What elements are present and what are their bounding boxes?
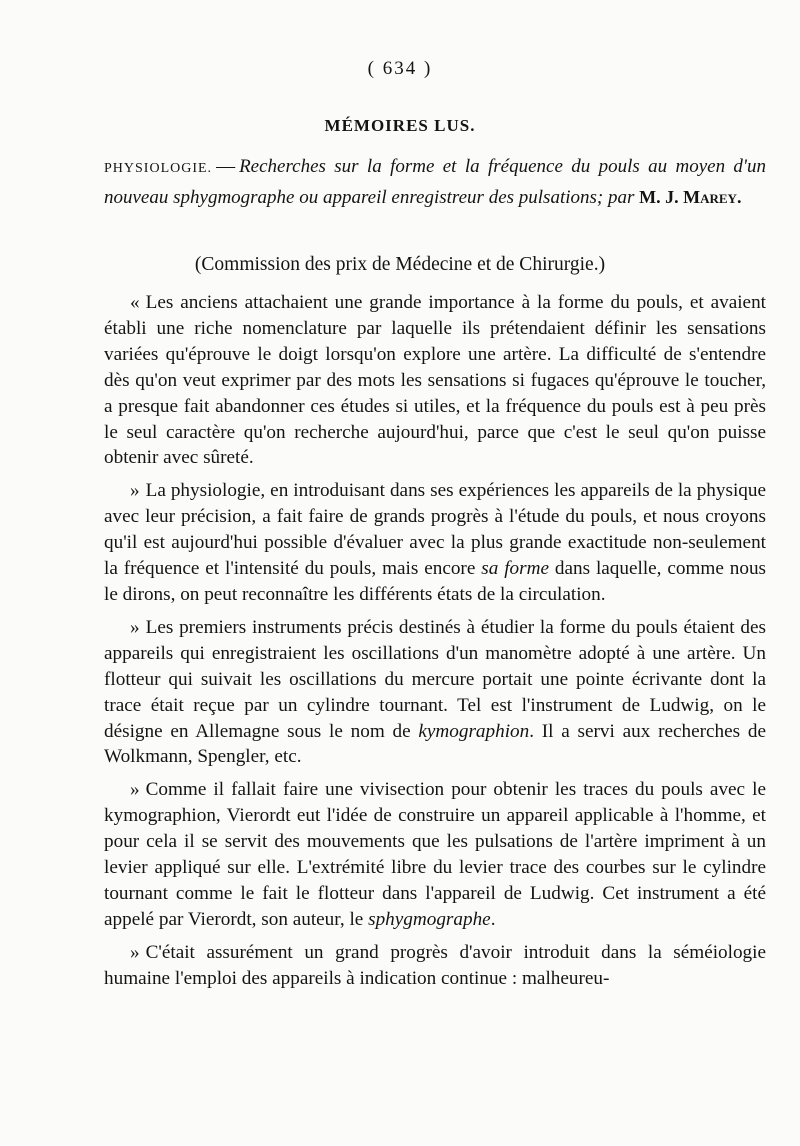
- article-body: [104, 290, 766, 992]
- quote-mark: «: [130, 292, 140, 313]
- article-author: M. J. Marey.: [639, 187, 742, 207]
- quote-mark: »: [130, 779, 140, 801]
- commission-note: (Commission des prix de Médecine et de Chirurgie.): [194, 254, 606, 275]
- title-dash: —: [216, 156, 236, 177]
- paragraph-text: .: [490, 908, 496, 930]
- article-title-block: [104, 152, 766, 212]
- section-heading: MÉMOIRES LUS.: [324, 116, 476, 135]
- italic-term: sphygmographe: [368, 908, 491, 930]
- paragraph-text: La physiologie, en introduisant dans ses expériences les appareils de la physique avec leur précision, a fait faire de grands progrès à l'étude du pouls, et nous croyons qu'il est aujourd'hui possible d'évaluer avec la plus grande exactitude non-seulement la fréquence et l'intensité du pouls, mais encore: [104, 480, 766, 580]
- paragraph-text: C'était assurément un grand progrès d'avoir introduit dans la séméiologie humaine l'emploi des appareils à indication continue : malheureu-: [104, 941, 766, 989]
- paragraph: [104, 777, 766, 932]
- paragraph-text: . Il a servi aux recherches de Wolkmann, Spengler, etc.: [104, 720, 766, 768]
- paragraph-text: dans laquelle, comme nous le dirons, on peut reconnaître les différents états de la circulation.: [104, 558, 767, 605]
- quote-mark: »: [130, 480, 140, 502]
- paragraph-text: Les premiers instruments précis destinés à étudier la forme du pouls étaient des appareils qui enregistraient les oscillations d'un manomètre adopté à une artère. Un flotteur qui suivait les oscillations du mercure portait une pointe écrivante dont la trace était reçue par un cylindre tournant. Tel est l'instrument de Ludwig, on le désigne en Allemagne sous le nom de: [104, 616, 766, 742]
- article-category: PHYSIOLOGIE.: [104, 161, 213, 176]
- paragraph-text: Les anciens attachaient une grande importance à la forme du pouls, et avaient établi une riche nomenclature par laquelle ils prétendaient définir les sensations variées qu'éprouve le doigt lorsqu'on explore une artère. La difficulté de s'entendre dès qu'on veut exprimer par des mots les sensations si fugaces qu'éprouve le toucher, a presque fait abandonner ces études si utiles, et la fréquence du pouls est à peu près le seul caractère qu'on recherche aujourd'hui, parce que c'est le seul qu'on puisse obtenir avec sûreté.: [104, 292, 766, 469]
- italic-term: kymographion: [418, 720, 530, 742]
- italic-term: sa forme: [481, 558, 549, 580]
- paragraph: [104, 478, 766, 608]
- paragraph: [104, 940, 766, 992]
- paragraph-text: Comme il fallait faire une vivisection pour obtenir les traces du pouls avec le kymographion, Vierordt eut l'idée de construire un appareil applicable à l'homme, et pour cela il se servit des mouvements que les pulsations de l'artère impriment à un levier appliqué sur elle. L'extrémité libre du levier trace des courbes sur le cylindre tournant comme le fait le flotteur dans l'appareil de Ludwig. Cet instrument a été appelé par Vierordt, son auteur, le: [104, 779, 766, 930]
- paragraph: [104, 615, 766, 770]
- article-title: Recherches sur la forme et la fréquence du pouls au moyen d'un nouveau sphygmographe ou appareil enregistreur des pulsations; par: [104, 156, 766, 208]
- paragraph: [104, 290, 766, 471]
- quote-mark: »: [130, 941, 140, 963]
- page-number: ( 634 ): [367, 58, 433, 79]
- quote-mark: »: [130, 616, 140, 638]
